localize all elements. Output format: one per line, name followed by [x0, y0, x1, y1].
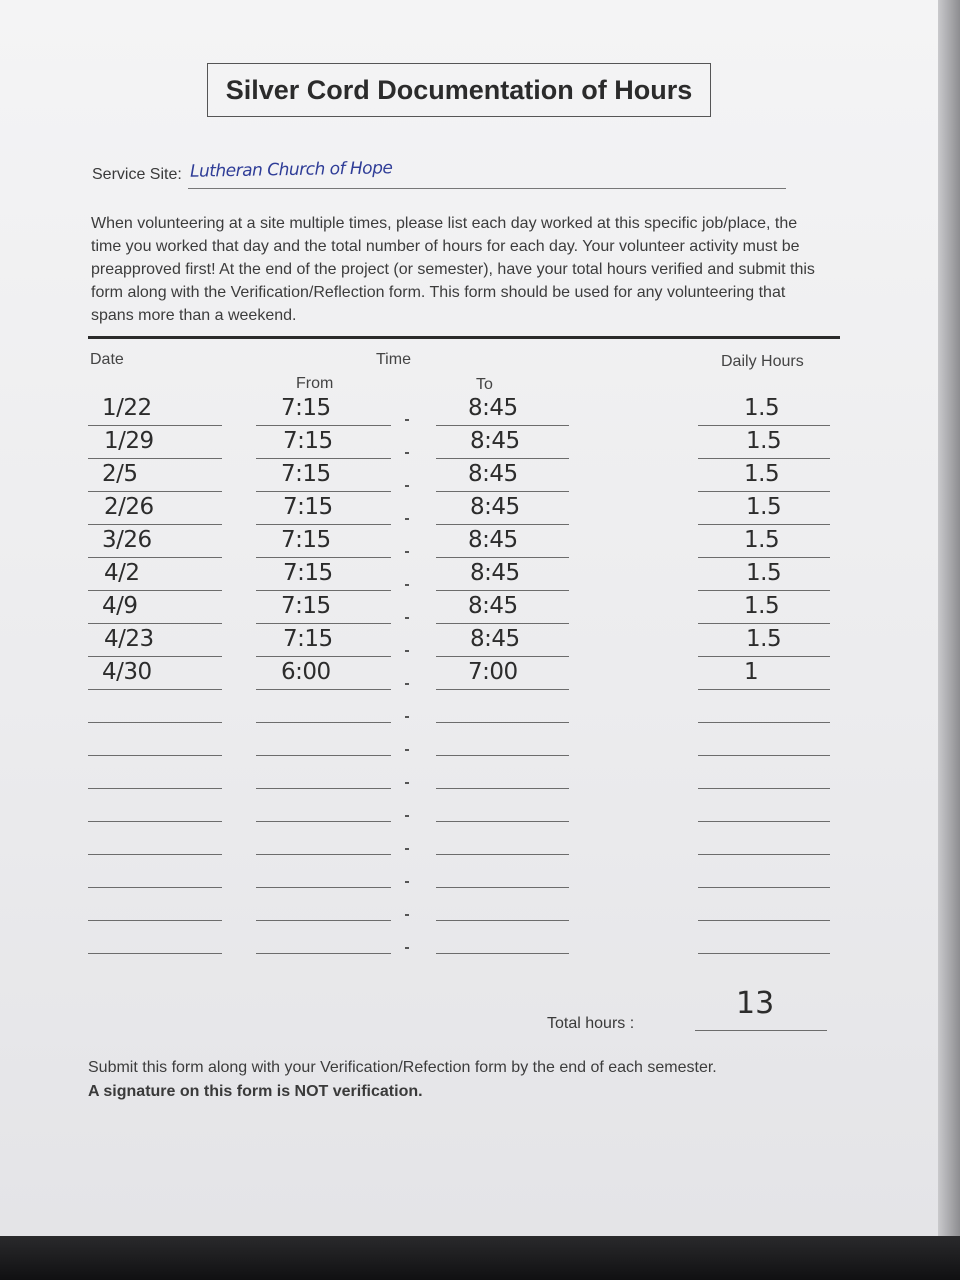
hours-field-line — [698, 689, 830, 690]
hours-field-line — [698, 524, 830, 525]
instructions-paragraph: When volunteering at a site multiple times, please list each day worked at this specific job/place, the time you worked that day and the total number of hours for each day. Your volunteer activity must be preapproved first! At the end of the project (or semester), have your total hours verified and submit this form along with the Verification/Reflection form. This form should be used for any volunteering that spans more than a weekend. — [91, 215, 815, 324]
time-separator — [405, 419, 409, 421]
column-header-time: Time — [376, 351, 411, 368]
service-site-underline — [188, 188, 786, 189]
to-entry: 8:45 — [470, 428, 520, 454]
to-entry: 7:00 — [468, 659, 518, 685]
from-field-line — [256, 524, 391, 525]
hours-field-line — [698, 623, 830, 624]
hours-field-line — [698, 491, 830, 492]
to-entry: 8:45 — [470, 626, 520, 652]
from-field-line — [256, 887, 391, 888]
to-field-line — [436, 920, 569, 921]
to-field-line — [436, 491, 569, 492]
time-separator — [405, 815, 409, 817]
time-separator — [405, 617, 409, 619]
hours-field-line — [698, 722, 830, 723]
date-field-line — [88, 920, 222, 921]
to-entry: 8:45 — [468, 527, 518, 553]
date-field-line — [88, 491, 222, 492]
to-field-line — [436, 623, 569, 624]
time-separator — [405, 914, 409, 916]
from-field-line — [256, 557, 391, 558]
hours-field-line — [698, 920, 830, 921]
to-field-line — [436, 656, 569, 657]
hours-field-line — [698, 788, 830, 789]
time-separator — [405, 518, 409, 520]
hours-entry: 1.5 — [744, 527, 780, 553]
date-field-line — [88, 524, 222, 525]
date-entry: 1/29 — [104, 428, 154, 454]
from-field-line — [256, 491, 391, 492]
time-separator — [405, 584, 409, 586]
from-entry: 7:15 — [283, 494, 333, 520]
to-entry: 8:45 — [470, 494, 520, 520]
time-separator — [405, 683, 409, 685]
date-entry: 2/26 — [104, 494, 154, 520]
column-header-to: To — [476, 376, 493, 393]
date-field-line — [88, 788, 222, 789]
time-separator — [405, 881, 409, 883]
to-field-line — [436, 755, 569, 756]
date-field-line — [88, 755, 222, 756]
hours-field-line — [698, 755, 830, 756]
to-field-line — [436, 854, 569, 855]
hours-entry: 1.5 — [746, 560, 782, 586]
from-field-line — [256, 623, 391, 624]
time-separator — [405, 848, 409, 850]
date-entry: 4/2 — [104, 560, 140, 586]
form-title: Silver Cord Documentation of Hours — [207, 63, 711, 117]
date-entry: 4/9 — [102, 593, 138, 619]
date-entry: 1/22 — [102, 395, 152, 421]
hours-entry: 1 — [744, 659, 759, 685]
date-field-line — [88, 887, 222, 888]
hours-entry: 1.5 — [744, 593, 780, 619]
from-entry: 7:15 — [281, 527, 331, 553]
date-entry: 4/30 — [102, 659, 152, 685]
from-field-line — [256, 920, 391, 921]
hours-field-line — [698, 854, 830, 855]
time-separator — [405, 650, 409, 652]
hours-field-line — [698, 425, 830, 426]
hours-entry: 1.5 — [746, 494, 782, 520]
total-hours-value: 13 — [736, 986, 775, 1021]
column-header-daily-hours: Daily Hours — [721, 353, 804, 370]
from-entry: 7:15 — [281, 461, 331, 487]
monitor-edge — [938, 0, 960, 1236]
footer-warning: A signature on this form is NOT verification. — [88, 1083, 423, 1100]
from-field-line — [256, 458, 391, 459]
to-field-line — [436, 557, 569, 558]
to-entry: 8:45 — [470, 560, 520, 586]
hours-field-line — [698, 887, 830, 888]
from-field-line — [256, 821, 391, 822]
date-field-line — [88, 854, 222, 855]
date-field-line — [88, 953, 222, 954]
date-field-line — [88, 557, 222, 558]
from-field-line — [256, 656, 391, 657]
time-separator — [405, 485, 409, 487]
from-field-line — [256, 590, 391, 591]
from-entry: 7:15 — [281, 593, 331, 619]
from-entry: 7:15 — [283, 626, 333, 652]
from-field-line — [256, 953, 391, 954]
date-entry: 2/5 — [102, 461, 138, 487]
date-field-line — [88, 722, 222, 723]
total-hours-label: Total hours : — [547, 1015, 635, 1032]
monitor-bezel — [0, 1236, 960, 1280]
to-field-line — [436, 425, 569, 426]
column-header-from: From — [296, 375, 334, 392]
hours-field-line — [698, 656, 830, 657]
date-field-line — [88, 590, 222, 591]
to-field-line — [436, 722, 569, 723]
service-site-value: Lutheran Church of Hope — [189, 158, 393, 182]
to-entry: 8:45 — [468, 395, 518, 421]
date-entry: 3/26 — [102, 527, 152, 553]
from-field-line — [256, 689, 391, 690]
to-field-line — [436, 953, 569, 954]
from-field-line — [256, 755, 391, 756]
time-separator — [405, 749, 409, 751]
total-hours-underline — [695, 1030, 827, 1031]
to-field-line — [436, 458, 569, 459]
time-separator — [405, 947, 409, 949]
to-entry: 8:45 — [468, 593, 518, 619]
header-divider — [88, 336, 840, 339]
to-field-line — [436, 887, 569, 888]
from-field-line — [256, 788, 391, 789]
to-field-line — [436, 689, 569, 690]
from-entry: 6:00 — [281, 659, 331, 685]
time-separator — [405, 716, 409, 718]
from-entry: 7:15 — [283, 560, 333, 586]
date-field-line — [88, 425, 222, 426]
date-field-line — [88, 656, 222, 657]
to-field-line — [436, 788, 569, 789]
hours-entry: 1.5 — [744, 461, 780, 487]
from-field-line — [256, 425, 391, 426]
to-entry: 8:45 — [468, 461, 518, 487]
to-field-line — [436, 821, 569, 822]
hours-field-line — [698, 458, 830, 459]
date-field-line — [88, 623, 222, 624]
to-field-line — [436, 524, 569, 525]
date-entry: 4/23 — [104, 626, 154, 652]
from-entry: 7:15 — [281, 395, 331, 421]
hours-field-line — [698, 590, 830, 591]
time-separator — [405, 452, 409, 454]
to-field-line — [436, 590, 569, 591]
from-field-line — [256, 854, 391, 855]
date-field-line — [88, 821, 222, 822]
from-field-line — [256, 722, 391, 723]
date-field-line — [88, 458, 222, 459]
hours-field-line — [698, 557, 830, 558]
footer-instructions: Submit this form along with your Verification/Refection form by the end of each semester. — [88, 1059, 717, 1076]
time-separator — [405, 782, 409, 784]
column-header-date: Date — [90, 351, 124, 368]
hours-entry: 1.5 — [744, 395, 780, 421]
service-site-label: Service Site: — [92, 166, 182, 183]
date-field-line — [88, 689, 222, 690]
hours-field-line — [698, 821, 830, 822]
from-entry: 7:15 — [283, 428, 333, 454]
hours-entry: 1.5 — [746, 626, 782, 652]
hours-entry: 1.5 — [746, 428, 782, 454]
time-separator — [405, 551, 409, 553]
hours-field-line — [698, 953, 830, 954]
